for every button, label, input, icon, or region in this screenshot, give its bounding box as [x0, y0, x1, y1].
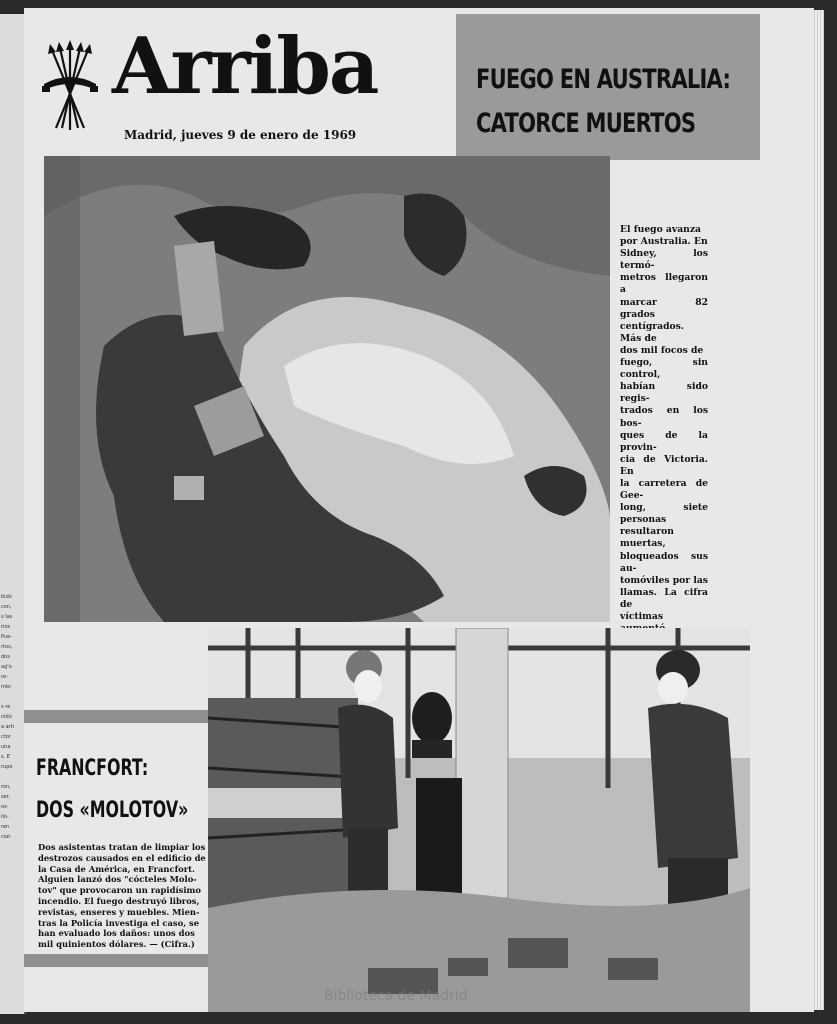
- adjacent-text-fragment: Pue-: [1, 634, 12, 640]
- caption-line: Dos asistentas tratan de limpiar los: [38, 842, 206, 852]
- caption-line: trados en los bos-: [620, 405, 708, 429]
- headline-line: FUEGO EN AUSTRALIA:: [476, 64, 731, 95]
- bushfire-aerial-photo: [44, 156, 610, 622]
- adjacent-text-fragment: una: [1, 744, 11, 750]
- caption-line: revistas, enseres y muebles. Mien-: [38, 906, 200, 917]
- library-watermark: Biblioteca de Madrid: [324, 988, 468, 1004]
- page-edge-stack: [814, 10, 824, 1010]
- adjacent-text-fragment: s. E: [1, 754, 10, 760]
- adjacent-text-fragment: ilo-: [1, 814, 9, 820]
- adjacent-page-edge: [0, 14, 26, 1014]
- section-rule: [24, 954, 208, 967]
- adjacent-text-fragment: mlo-: [1, 684, 13, 690]
- adjacent-text-fragment: s las: [1, 614, 13, 620]
- caption-line: la carretera de Gee-: [620, 477, 708, 502]
- caption-line: ques de la provin-: [620, 429, 708, 453]
- adjacent-text-fragment: rtos,: [1, 644, 13, 650]
- frankfurt-damage-photo: [208, 628, 750, 1012]
- dateline: Madrid, jueves 9 de enero de 1969: [124, 128, 357, 142]
- caption-line: llamas. La cifra de: [620, 586, 708, 610]
- caption-line: por Australia. En: [620, 236, 708, 248]
- newspaper-page: [24, 8, 814, 1012]
- caption-line: resultaron muertas,: [620, 526, 674, 550]
- caption-line: cia de Victoria. En: [620, 453, 708, 477]
- caption-line: han evaluado los daños: unos dos: [38, 928, 195, 939]
- adjacent-text-fragment: ser,: [1, 794, 11, 800]
- caption-line: metros llegaron a: [620, 272, 708, 296]
- caption-line: mil quinientos dólares. — (Cifra.): [38, 939, 195, 950]
- caption-line: fuego, sin control,: [620, 357, 708, 381]
- caption-line: tov" que provocaron un rapidísimo: [38, 885, 201, 896]
- caption-line: bloqueados sus au-: [620, 550, 708, 574]
- adjacent-text-fragment: os-: [1, 804, 9, 810]
- adjacent-text-fragment: bido: [1, 594, 12, 600]
- adjacent-text-fragment: ren: [1, 824, 10, 830]
- adjacent-text-fragment: rios: [1, 624, 11, 630]
- caption-line: El fuego avanza: [620, 224, 702, 235]
- frankfurt-headline: [36, 748, 189, 832]
- adjacent-text-fragment: ag'o: [1, 664, 12, 670]
- main-headline: [476, 58, 731, 146]
- adjacent-text-fragment: ctor: [1, 734, 11, 740]
- adjacent-text-fragment: ron,: [1, 784, 11, 790]
- caption-line: incendio. El fuego destruyó libros,: [38, 895, 200, 906]
- caption-line: tras la Policía investiga el caso, se: [38, 917, 200, 928]
- masthead-title: Arriba: [112, 21, 378, 112]
- adjacent-text-fragment: a arti: [1, 724, 15, 730]
- adjacent-text-fragment: dos: [1, 654, 10, 660]
- caption-line: long, siete personas: [620, 502, 708, 526]
- adjacent-text-fragment: nido: [1, 714, 12, 720]
- caption-line: centígrados. Más de: [620, 320, 684, 344]
- caption-line: tomóviles por las: [620, 574, 708, 586]
- adjacent-text-fragment: cial-: [1, 834, 12, 840]
- yoke-and-arrows-logo-icon: [40, 40, 100, 136]
- headline-line: CATORCE MUERTOS: [476, 108, 696, 139]
- caption-line: destrozos causados en el edificio de: [38, 852, 206, 863]
- caption-line: marcar 82 grados: [620, 296, 708, 320]
- caption-line: Sidney, los termó-: [620, 248, 708, 272]
- adjacent-text-fragment: s re: [1, 704, 11, 710]
- section-rule: [24, 710, 208, 723]
- adjacent-text-fragment: con,: [1, 604, 12, 610]
- caption-line: Alguien lanzó dos "cócteles Molo-: [38, 874, 197, 885]
- caption-line: habían sido regis-: [620, 381, 708, 405]
- subhead-line: DOS «MOLOTOV»: [36, 798, 189, 823]
- caption-line: víctimas: [620, 611, 664, 622]
- adjacent-text-fragment: re-: [1, 674, 8, 680]
- adjacent-text-fragment: rupo: [1, 764, 13, 770]
- subhead-line: FRANCFORT:: [36, 756, 149, 781]
- headline-box: [456, 14, 760, 160]
- frankfurt-caption: [38, 842, 214, 950]
- caption-line: dos mil focos de: [620, 344, 704, 356]
- caption-line: la Casa de América, en Francfort.: [38, 863, 195, 874]
